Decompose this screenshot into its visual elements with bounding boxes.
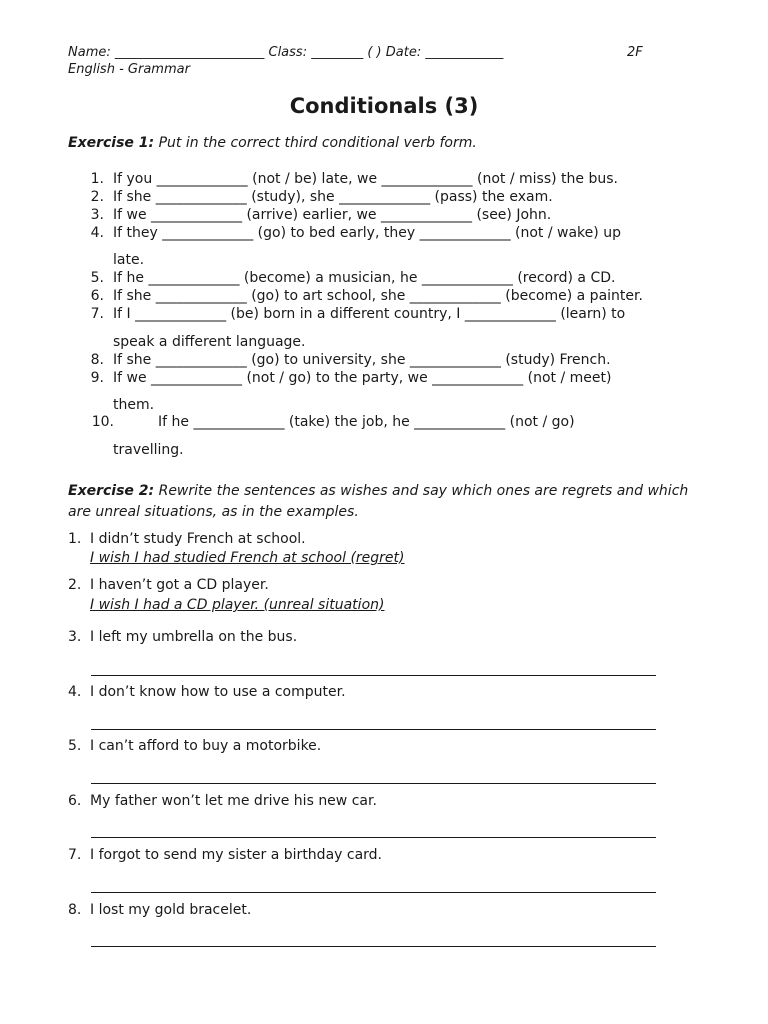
item-sentence: I didn’t study French at school. [90, 531, 306, 547]
answer-line[interactable] [91, 837, 656, 838]
item-sentence: I forgot to send my sister a birthday card. [90, 847, 383, 863]
subject-label: English - Grammar [68, 62, 190, 77]
item-text: If you _____________ (not / be) late, we _____________ (not / miss) the bus. [113, 171, 618, 187]
item-number: 8. [68, 902, 82, 918]
exercise2-label: Exercise 2: [68, 483, 155, 499]
item-number: 1. [68, 531, 82, 547]
item-number: 4. [90, 225, 104, 241]
item-continuation: them. [113, 397, 155, 413]
answer-line[interactable] [91, 892, 656, 893]
exercise1-instruction: Put in the correct third conditional verb form. [158, 135, 477, 151]
class-code: 2F [627, 45, 643, 60]
item-continuation: travelling. [113, 442, 184, 458]
item-text: If he _____________ (take) the job, he _____________ (not / go) [158, 414, 575, 430]
item-number: 5. [90, 270, 104, 286]
item-sentence: My father won’t let me drive his new car. [90, 793, 377, 809]
exercise1-heading [68, 133, 708, 154]
name-class-date-line: Name: _______________________ Class: ________ ( ) Date: ____________ [68, 45, 504, 60]
item-number: 4. [68, 684, 82, 700]
item-text: If she _____________ (go) to university, she _____________ (study) French. [113, 352, 611, 368]
example-answer: I wish I had studied French at school (regret) [90, 550, 405, 566]
item-sentence: I left my umbrella on the bus. [90, 629, 298, 645]
item-number: 2. [90, 189, 104, 205]
item-number: 5. [68, 738, 82, 754]
item-number: 3. [90, 207, 104, 223]
item-number: 8. [90, 352, 104, 368]
item-continuation: speak a different language. [113, 334, 306, 350]
item-number: 7. [90, 306, 104, 322]
exercise2-heading [68, 481, 708, 523]
answer-line[interactable] [91, 675, 656, 676]
item-number: 7. [68, 847, 82, 863]
item-number: 1. [90, 171, 104, 187]
item-text: If they _____________ (go) to bed early, they _____________ (not / wake) up [113, 225, 621, 241]
answer-line[interactable] [91, 946, 656, 947]
item-text: If he _____________ (become) a musician, he _____________ (record) a CD. [113, 270, 616, 286]
item-text: If we _____________ (not / go) to the party, we _____________ (not / meet) [113, 370, 612, 386]
item-sentence: I lost my gold bracelet. [90, 902, 252, 918]
exercise2-instruction: Rewrite the sentences as wishes and say which ones are regrets and which are unreal situations, as in the examples. [68, 483, 689, 520]
answer-line[interactable] [91, 783, 656, 784]
item-number: 9. [90, 370, 104, 386]
item-sentence: I don’t know how to use a computer. [90, 684, 346, 700]
item-number: 10. [91, 414, 114, 430]
exercise1-label: Exercise 1: [68, 135, 155, 151]
item-continuation: late. [113, 252, 145, 268]
item-text: If we _____________ (arrive) earlier, we _____________ (see) John. [113, 207, 552, 223]
item-sentence: I haven’t got a CD player. [90, 577, 269, 593]
item-text: If she _____________ (study), she _____________ (pass) the exam. [113, 189, 553, 205]
page-title: Conditionals (3) [289, 94, 479, 118]
example-answer: I wish I had a CD player. (unreal situation) [90, 597, 385, 613]
item-number: 3. [68, 629, 82, 645]
answer-line[interactable] [91, 729, 656, 730]
item-text: If I _____________ (be) born in a different country, I _____________ (learn) to [113, 306, 626, 322]
item-sentence: I can’t afford to buy a motorbike. [90, 738, 322, 754]
item-number: 6. [90, 288, 104, 304]
item-number: 6. [68, 793, 82, 809]
item-number: 2. [68, 577, 82, 593]
item-text: If she _____________ (go) to art school, she _____________ (become) a painter. [113, 288, 643, 304]
